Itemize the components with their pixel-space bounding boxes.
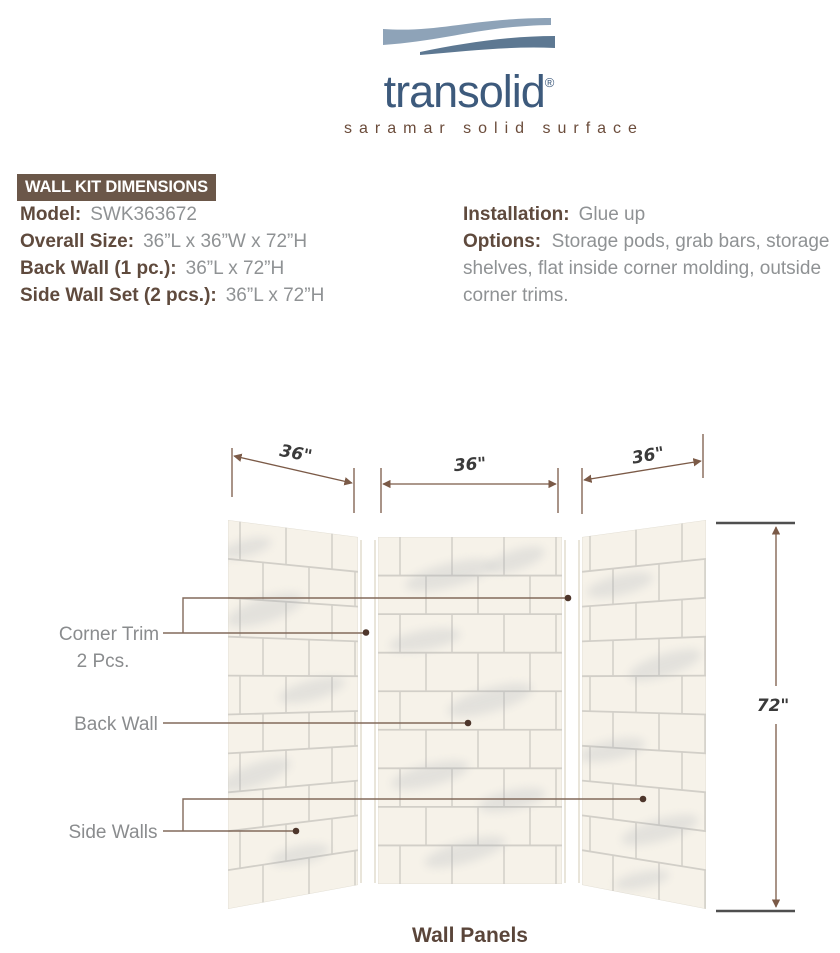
leader-dot — [565, 595, 572, 602]
spec-label: Options: — [463, 231, 542, 252]
spec-value: Glue up — [578, 203, 646, 225]
leader-dot — [363, 629, 370, 636]
diagram-caption: Wall Panels — [412, 924, 528, 947]
registered-mark: ® — [544, 75, 555, 90]
spec-label: Model: — [20, 203, 82, 225]
spec-label: Overall Size: — [20, 230, 135, 252]
label-side-walls: Side Walls — [68, 822, 158, 843]
brand-name: transolid — [383, 66, 545, 117]
spec-label: Back Wall (1 pc.): — [20, 257, 177, 279]
dimension-height — [716, 523, 795, 911]
dim-label-36-right: 36" — [630, 443, 666, 469]
spec-label: Side Wall Set (2 pcs.): — [20, 284, 217, 306]
spec-value: 36”L x 72”H — [225, 284, 325, 306]
wall-panels-layer — [194, 516, 751, 918]
dim-label-36-center: 36" — [453, 453, 487, 477]
dim-label-72: 72" — [756, 696, 790, 716]
brand-tagline: saramar solid surface — [344, 120, 644, 137]
label-corner-trim-qty: 2 Pcs. — [76, 651, 130, 672]
spec-label: Installation: — [463, 203, 570, 225]
section-title: WALL KIT DIMENSIONS — [17, 174, 216, 201]
leader-dot — [640, 796, 647, 803]
spec-value: SWK363672 — [90, 203, 197, 225]
label-corner-trim: Corner Trim — [58, 624, 160, 645]
spec-value: Storage pods, grab bars, storage shelves, flat inside corner molding, outside corner trims. — [463, 231, 830, 306]
dim-label-36-left: 36" — [277, 441, 314, 467]
spec-value: 36”L x 72”H — [185, 257, 285, 279]
spec-value: 36”L x 36”W x 72”H — [143, 230, 308, 252]
leader-dot — [293, 828, 300, 835]
label-back-wall: Back Wall — [74, 714, 158, 735]
leader-dot — [465, 720, 472, 727]
